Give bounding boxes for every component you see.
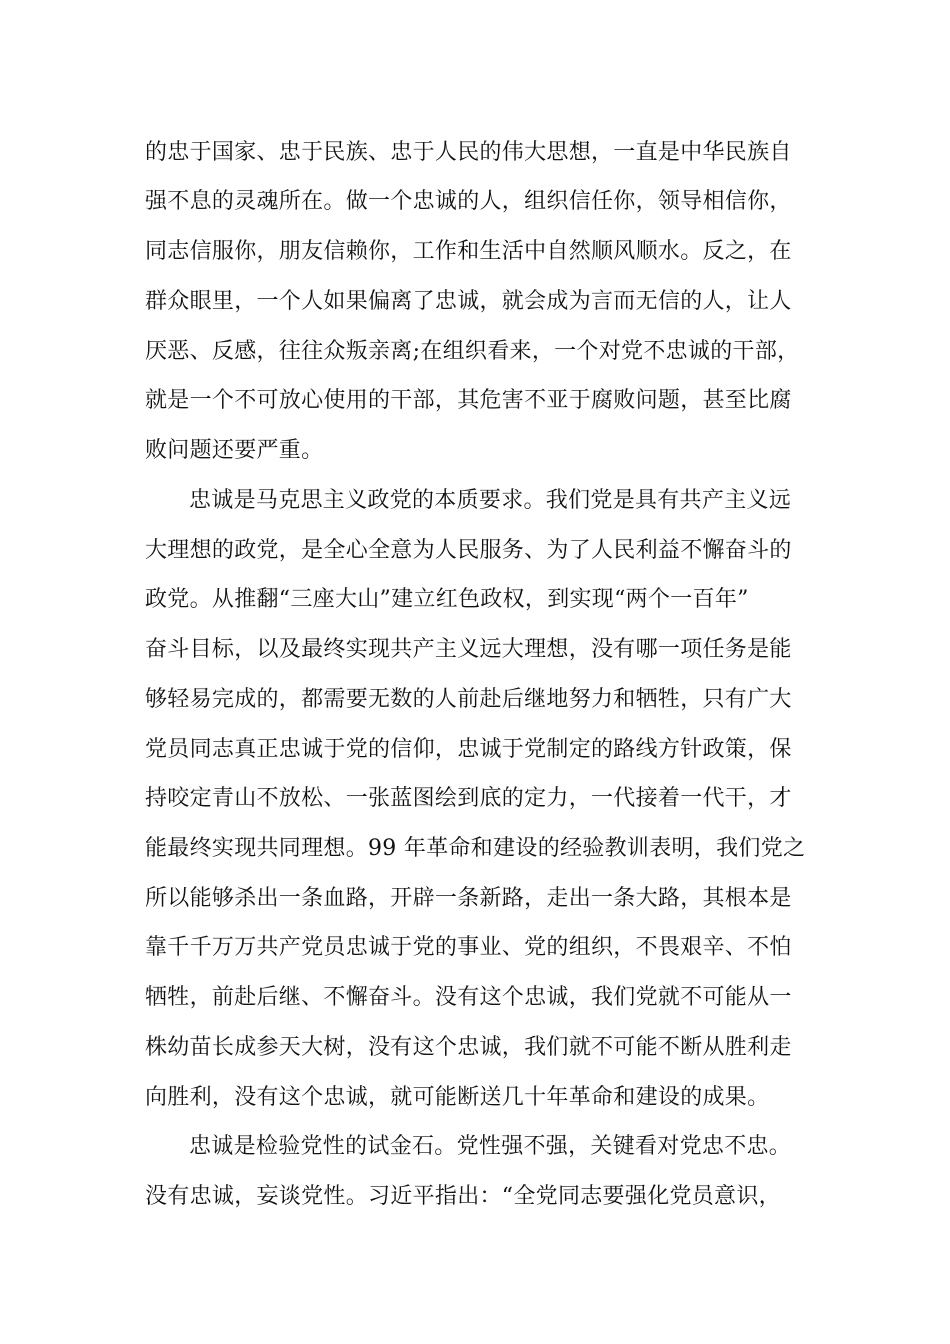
- text-line: 强不息的灵魂所在。做一个忠诚的人，组织信任你，领导相信你，: [145, 189, 792, 214]
- text-line: 党员同志真正忠诚于党的信仰，忠诚于党制定的路线方针政策，保: [145, 737, 792, 762]
- text-line: 没有忠诚，妄谈党性。习近平指出：“全党同志要强化党员意识，: [145, 1184, 781, 1209]
- text-line: 政党。从推翻“三座大山”建立红色政权，到实现“两个一百年”: [145, 587, 749, 612]
- text-line: 忠诚是马克思主义政党的本质要求。我们党是具有共产主义远: [189, 488, 792, 513]
- text-line: 所以能够杀出一条血路，开辟一条新路，走出一条大路，其根本是: [145, 886, 792, 911]
- text-line: 同志信服你，朋友信赖你，工作和生活中自然顺风顺水。反之，在: [145, 239, 792, 264]
- text-line: 厌恶、反感，往往众叛亲离;在组织看来，一个对党不忠诚的干部，: [145, 339, 800, 364]
- text-line: 株幼苗长成参天大树，没有这个忠诚，我们就不可能不断从胜利走: [145, 1035, 792, 1060]
- text-line: 靠千千万万共产党员忠诚于党的事业、党的组织，不畏艰辛、不怕: [145, 935, 792, 960]
- text-line: 够轻易完成的，都需要无数的人前赴后继地努力和牺牲，只有广大: [145, 687, 792, 712]
- text-line: 持咬定青山不放松、一张蓝图绘到底的定力，一代接着一代干，才: [145, 786, 792, 811]
- text-line: 群众眼里，一个人如果偏离了忠诚，就会成为言而无信的人，让人: [145, 289, 792, 314]
- text-line: 忠诚是检验党性的试金石。党性强不强，关键看对党忠不忠。: [189, 1134, 792, 1159]
- text-line: 能最终实现共同理想。99 年革命和建设的经验教训表明，我们党之: [145, 836, 806, 861]
- text-line: 奋斗目标，以及最终实现共产主义远大理想，没有哪一项任务是能: [145, 637, 792, 662]
- text-line: 向胜利，没有这个忠诚，就可能断送几十年革命和建设的成果。: [145, 1085, 770, 1110]
- text-line: 败问题还要严重。: [145, 438, 324, 463]
- text-line: 牺牲，前赴后继、不懈奋斗。没有这个忠诚，我们党就不可能从一: [145, 985, 792, 1010]
- text-line: 的忠于国家、忠于民族、忠于人民的伟大思想，一直是中华民族自: [145, 140, 792, 165]
- text-line: 大理想的政党，是全心全意为人民服务、为了人民利益不懈奋斗的: [145, 538, 792, 563]
- text-line: 就是一个不可放心使用的干部，其危害不亚于腐败问题，甚至比腐: [145, 388, 792, 413]
